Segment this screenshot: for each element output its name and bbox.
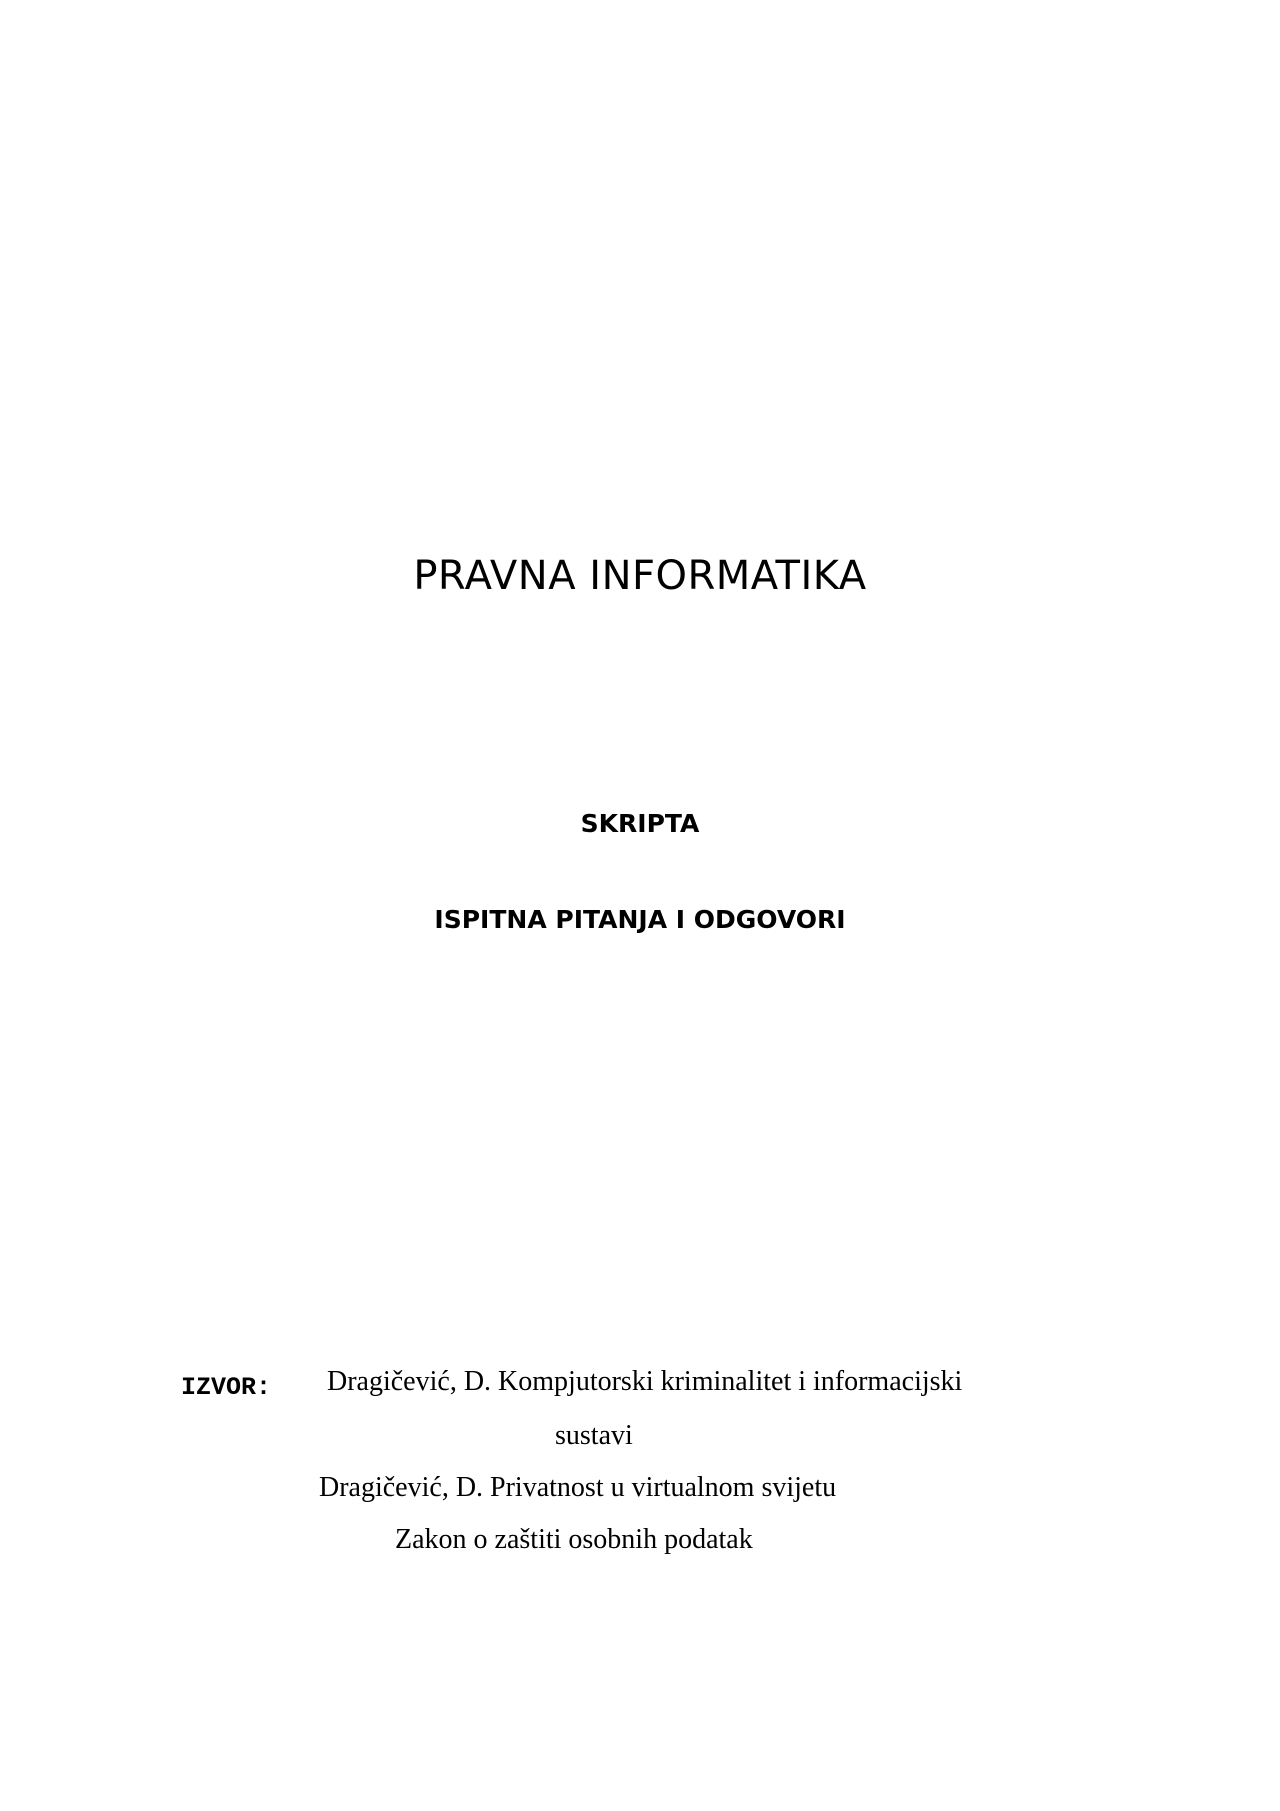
document-title: PRAVNA INFORMATIKA bbox=[413, 553, 867, 599]
source-line: Zakon o zaštiti osobnih podatak bbox=[395, 1524, 753, 1555]
source-line: Dragičević, D. Privatnost u virtualnom svijetu bbox=[319, 1472, 837, 1503]
source-line: Dragičević, D. Kompjutorski kriminalitet i informacijski bbox=[327, 1366, 963, 1397]
document-subtitle-secondary: ISPITNA PITANJA I ODGOVORI bbox=[434, 905, 846, 934]
document-subtitle: SKRIPTA bbox=[580, 809, 700, 838]
source-label: IZVOR: bbox=[181, 1373, 272, 1402]
source-line: sustavi bbox=[555, 1420, 633, 1451]
